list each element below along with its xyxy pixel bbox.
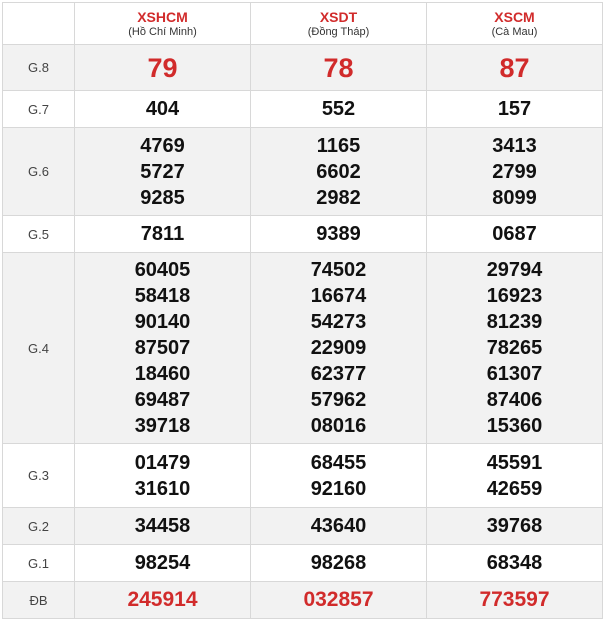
header-empty-cell (3, 3, 75, 45)
prize-cell (427, 444, 603, 508)
prize-number: 98254 (134, 552, 191, 574)
prize-number: 9285 (140, 186, 185, 209)
prize-number: 5727 (140, 160, 185, 183)
prize-number: 22909 (310, 337, 367, 359)
prize-cell (251, 253, 427, 444)
prize-number: 18460 (134, 363, 191, 385)
prize-number: 16923 (486, 285, 543, 307)
header-row (3, 3, 603, 45)
prize-cell (251, 545, 427, 582)
prize-label: G.8 (3, 45, 75, 91)
prize-cell (427, 91, 603, 128)
prize-label: G.5 (3, 216, 75, 253)
prize-cell (427, 545, 603, 582)
prize-number: 68348 (486, 552, 543, 574)
prize-row (3, 545, 603, 582)
prize-number: 3413 (492, 134, 537, 157)
prize-number: 404 (145, 98, 180, 120)
prize-number: 98268 (310, 552, 367, 574)
prize-number: 1165 (316, 134, 361, 157)
prize-cell (427, 582, 603, 619)
prize-number: 08016 (310, 415, 367, 437)
prize-number: 60405 (134, 259, 191, 281)
prize-label: G.4 (3, 253, 75, 444)
prize-number: 39718 (134, 415, 191, 437)
prize-number: 9389 (316, 223, 361, 245)
province-code[interactable]: XSCM (494, 8, 535, 25)
prize-number: 39768 (486, 515, 543, 537)
prize-cell (251, 582, 427, 619)
prize-number: 2799 (492, 160, 537, 183)
prize-number: 01479 (134, 451, 191, 474)
prize-number: 78 (323, 52, 354, 83)
prize-cell (427, 216, 603, 253)
prize-number: 4769 (140, 134, 185, 157)
province-name: (Hồ Chí Minh) (128, 25, 197, 38)
prize-cell (251, 508, 427, 545)
prize-cell (251, 45, 427, 91)
prize-cell (251, 444, 427, 508)
prize-number: 8099 (492, 186, 537, 209)
prize-row (3, 253, 603, 444)
prize-number: 58418 (134, 285, 191, 307)
prize-label: G.2 (3, 508, 75, 545)
prize-number: 34458 (134, 515, 191, 537)
prize-cell (251, 216, 427, 253)
prize-cell (75, 582, 251, 619)
prize-number: 87406 (486, 389, 543, 411)
prize-number: 42659 (486, 477, 543, 500)
prize-number: 90140 (134, 311, 191, 333)
prize-cell (75, 508, 251, 545)
prize-row (3, 508, 603, 545)
prize-row (3, 444, 603, 508)
prize-number: 54273 (310, 311, 367, 333)
prize-cell (75, 216, 251, 253)
prize-number: 6602 (316, 160, 361, 183)
province-header-2[interactable] (427, 3, 603, 45)
prize-number: 87 (499, 52, 530, 83)
prize-cell (251, 91, 427, 128)
prize-label: G.1 (3, 545, 75, 582)
prize-cell (75, 253, 251, 444)
prize-label: ĐB (3, 582, 75, 619)
prize-number: 57962 (310, 389, 367, 411)
prize-row (3, 128, 603, 216)
prize-number: 2982 (316, 186, 361, 209)
prize-number: 61307 (486, 363, 543, 385)
prize-cell (75, 444, 251, 508)
prize-row (3, 216, 603, 253)
province-code[interactable]: XSHCM (137, 8, 188, 25)
prize-cell (75, 45, 251, 91)
prize-number: 29794 (486, 259, 543, 281)
prize-number: 68455 (310, 451, 367, 474)
prize-number: 15360 (486, 415, 543, 437)
prize-cell (427, 253, 603, 444)
province-name: (Cà Mau) (491, 25, 538, 38)
province-code[interactable]: XSDT (319, 8, 358, 25)
prize-cell (427, 508, 603, 545)
prize-label: G.7 (3, 91, 75, 128)
prize-number: 157 (497, 98, 532, 120)
province-name: (Đồng Tháp) (307, 25, 370, 38)
prize-number: 78265 (486, 337, 543, 359)
prize-number: 92160 (310, 477, 367, 500)
prize-number: 773597 (479, 588, 550, 611)
prize-number: 31610 (134, 477, 191, 500)
prize-number: 81239 (486, 311, 543, 333)
prize-number: 45591 (486, 451, 543, 474)
prize-number: 7811 (140, 223, 185, 245)
prize-number: 43640 (310, 515, 367, 537)
province-header-0[interactable] (75, 3, 251, 45)
prize-cell (251, 128, 427, 216)
prize-number: 87507 (134, 337, 191, 359)
prize-cell (427, 45, 603, 91)
prize-cell (75, 128, 251, 216)
lottery-results-table (2, 2, 603, 619)
prize-label: G.6 (3, 128, 75, 216)
prize-number: 74502 (310, 259, 367, 281)
prize-row (3, 91, 603, 128)
prize-number: 245914 (127, 588, 198, 611)
prize-number: 62377 (310, 363, 367, 385)
prize-number: 032857 (303, 588, 374, 611)
prize-cell (427, 128, 603, 216)
prize-number: 552 (321, 98, 356, 120)
prize-row (3, 582, 603, 619)
prize-label: G.3 (3, 444, 75, 508)
prize-number: 16674 (310, 285, 367, 307)
province-header-1[interactable] (251, 3, 427, 45)
prize-table-body (3, 45, 603, 619)
prize-number: 79 (147, 52, 178, 83)
prize-cell (75, 91, 251, 128)
prize-cell (75, 545, 251, 582)
prize-number: 0687 (492, 223, 537, 245)
prize-row (3, 45, 603, 91)
prize-number: 69487 (134, 389, 191, 411)
